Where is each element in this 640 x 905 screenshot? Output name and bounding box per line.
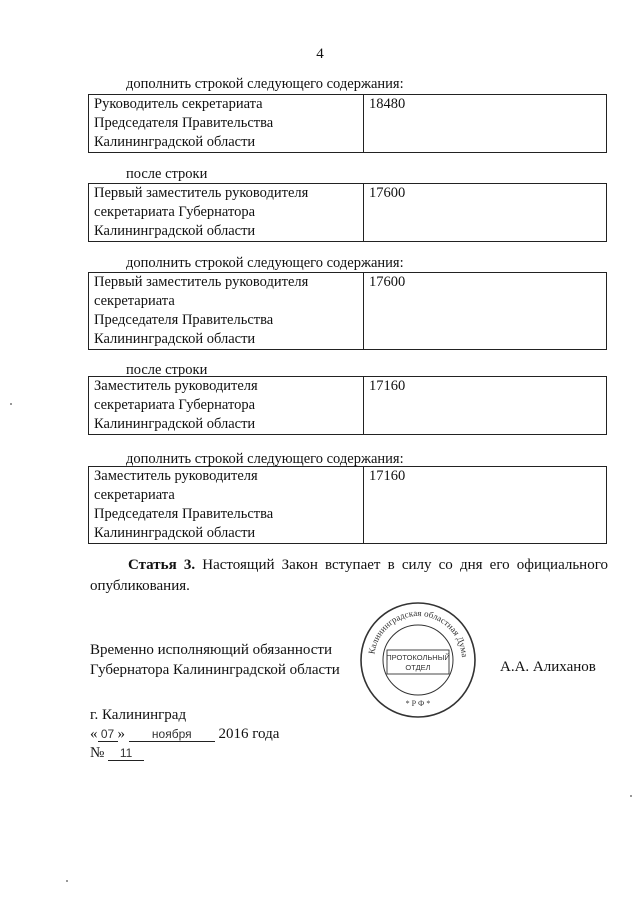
page-number: 4 [316, 46, 324, 62]
date-quote-open: « [90, 726, 98, 742]
position-line: Первый заместитель руководителя [94, 274, 309, 290]
block-intro: после строки [126, 166, 208, 182]
position-line: Калининградской области [94, 525, 256, 541]
official-stamp [358, 600, 478, 720]
position-title-cell [89, 467, 364, 544]
position-table [88, 376, 607, 435]
signatory-line-1: Временно исполняющий обязанности [90, 642, 333, 658]
position-line: Калининградской области [94, 134, 256, 150]
position-title-cell [89, 95, 364, 153]
block-intro: дополнить строкой следующего содержания: [126, 255, 404, 271]
number-label: № [90, 745, 105, 761]
number-line [90, 745, 144, 762]
number-value: 11 [108, 746, 144, 761]
position-table [88, 183, 607, 242]
date-day: 07 [98, 727, 118, 742]
position-line: Первый заместитель руководителя [94, 185, 309, 201]
date-quote-close: » [117, 726, 125, 742]
position-line: Председателя Правительства [94, 312, 274, 328]
date-month: ноября [129, 727, 215, 742]
position-table [88, 466, 607, 544]
stamp-center-line-1: ПРОТОКОЛЬНЫЙ [386, 653, 450, 662]
position-line: Председателя Правительства [94, 115, 274, 131]
article-text: Настоящий Закон вступает в силу со дня его официального опубликования. [90, 557, 608, 594]
position-line: секретариата Губернатора [94, 204, 256, 220]
position-title-cell [89, 273, 364, 350]
position-line: Заместитель руководителя [94, 468, 258, 484]
position-line: Калининградской области [94, 223, 256, 239]
position-line: Руководитель секретариата [94, 96, 263, 112]
block-intro: дополнить строкой следующего содержания: [126, 76, 404, 92]
position-table [88, 272, 607, 350]
date-line [90, 726, 279, 743]
position-line: секретариата [94, 487, 175, 503]
date-year: 2016 года [218, 726, 280, 742]
article-paragraph [90, 555, 608, 597]
scan-speck [66, 880, 68, 882]
position-table [88, 94, 607, 153]
salary-value: 17160 [364, 467, 607, 544]
position-title-cell [89, 377, 364, 435]
place: г. Калининград [90, 707, 187, 723]
signatory-name: А.А. Алиханов [500, 659, 596, 675]
scan-speck [10, 403, 12, 405]
salary-value: 18480 [364, 95, 607, 153]
article-label: Статья 3. [128, 557, 196, 573]
scan-speck [630, 795, 632, 797]
salary-value: 17160 [364, 377, 607, 435]
position-line: секретариата Губернатора [94, 397, 256, 413]
salary-value: 17600 [364, 273, 607, 350]
position-line: Калининградской области [94, 416, 256, 432]
signatory-line-2: Губернатора Калининградской области [90, 662, 340, 678]
stamp-bottom-text: * Р Ф * [405, 699, 431, 708]
stamp-center-line-2: ОТДЕЛ [405, 663, 431, 672]
position-title-cell [89, 184, 364, 242]
position-line: Председателя Правительства [94, 506, 274, 522]
stamp-ring-text: Калининградская областная Дума [366, 607, 470, 658]
block-intro: после строки [126, 362, 208, 378]
position-line: Калининградской области [94, 331, 256, 347]
salary-value: 17600 [364, 184, 607, 242]
signatory-title [90, 640, 340, 680]
position-line: Заместитель руководителя [94, 378, 258, 394]
block-intro: дополнить строкой следующего содержания: [126, 451, 404, 467]
position-line: секретариата [94, 293, 175, 309]
